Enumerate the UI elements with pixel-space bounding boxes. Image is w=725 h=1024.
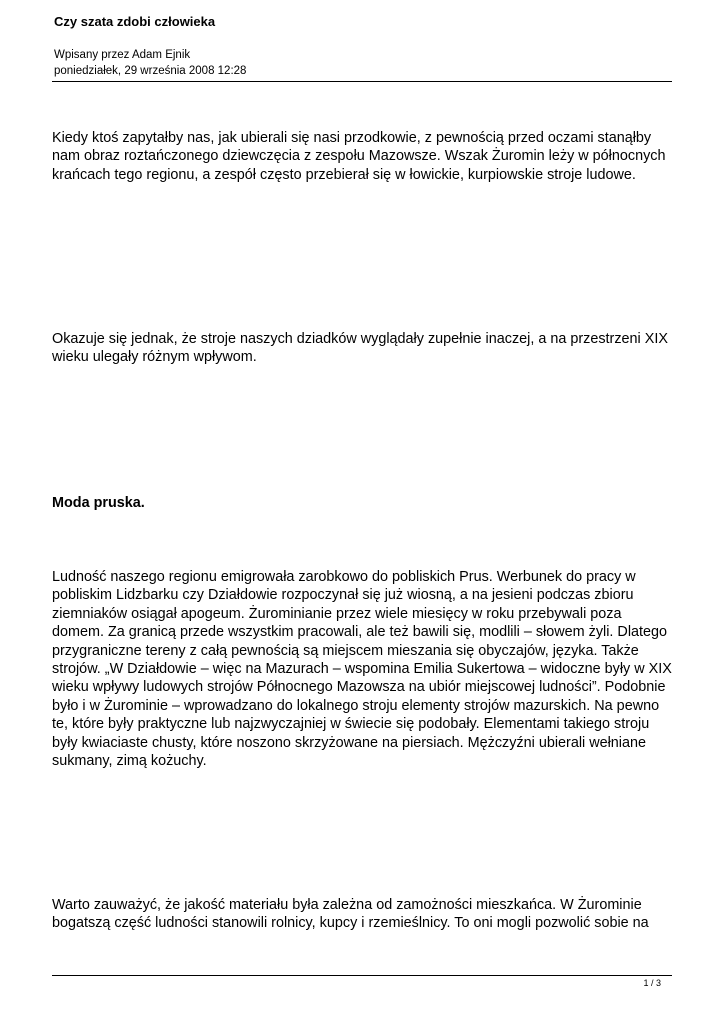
paragraph-intro: Kiedy ktoś zapytałby nas, jak ubierali się nasi przodkowie, z pewnością przed oczami stanąłby nam obraz roztańczonego dziewczęcia z zespołu Mazowsze. Wszak Żuromin leży w północnych krańcach tego regionu, a zespół często przebierał się w łowickie, kurpiowskie stroje ludowe. — [52, 130, 666, 183]
paragraph-third: Ludność naszego regionu emigrowała zarobkowo do pobliskich Prus. Werbunek do pracy w pobliskim Lidzbarku czy Działdowie rozpoczynał się już wiosną, a na jesieni podczas zbioru ziemniaków osiągał apogeum. Żurominianie przez wiele miesięcy w roku przebywali poza domem. Za granicą przede wszystkim pracowali, ale też bawili się, modlili – słowem żyli. Dlatego przygraniczne tereny z całą pewnością są miejscem mieszania się obyczajów, języka. Także strojów. „W Działdowie – więc na Mazurach – wspomina Emilia Sukertowa – widoczne były w XIX wieku wpływy ludowych strojów Północnego Mazowsza na ubiór miejscowej ludności”. Podobnie było i w Żurominie – wprowadzano do lokalnego stroju elementy strojów mazurskich. Na pewno te, które były praktyczne lub najzwyczajniej w świecie się podobały. Elementami takiego stroju były kwiaciaste chusty, które noszono skrzyżowane na piersiach. Mężczyźni ubierali wełniane sukmany, zimą kożuchy. — [52, 569, 672, 770]
section-heading: Moda pruska. — [52, 495, 145, 511]
paragraph-fourth: Warto zauważyć, że jakość materiału była zależna od zamożności mieszkańca. W Żurominie bogatszą część ludności stanowili rolnicy, kupcy i rzemieślnicy. To oni mogli pozwolić sobie na — [52, 897, 649, 932]
header-divider — [52, 81, 672, 82]
footer-divider — [52, 975, 672, 976]
article-author: Wpisany przez Adam Ejnik — [54, 49, 191, 61]
page-number: 1 / 3 — [643, 978, 661, 988]
article-title: Czy szata zdobi człowieka — [54, 14, 216, 29]
paragraph-second: Okazuje się jednak, że stroje naszych dziadków wyglądały zupełnie inaczej, a na przestrzeni XIX wieku ulegały różnym wpływom. — [52, 331, 668, 366]
article-date: poniedziałek, 29 września 2008 12:28 — [54, 65, 247, 77]
